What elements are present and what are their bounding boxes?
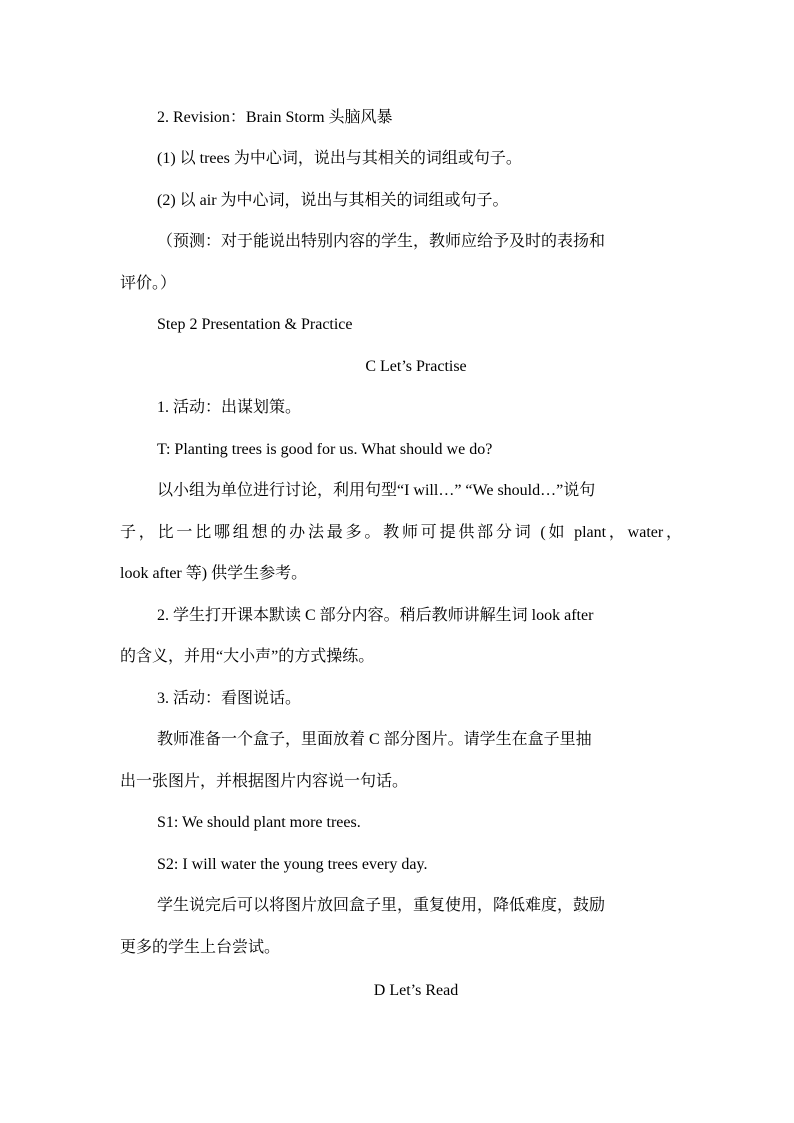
revision-item-2: (2) 以 air 为中心词，说出与其相关的词组或句子。 — [157, 192, 509, 209]
activity-3-followup-line-1: 学生说完后可以将图片放回盒子里，重复使用，降低难度，鼓励 — [157, 897, 606, 914]
activity-3-followup-line-2: 更多的学生上台尝试。 — [120, 939, 281, 956]
section-d-title: D Let’s Read — [373, 982, 459, 999]
revision-heading: 2. Revision：Brain Storm 头脑风暴 — [157, 109, 393, 126]
activity-3-heading: 3. 活动：看图说话。 — [157, 690, 302, 707]
activity-3-text-line-2: 出一张图片，并根据图片内容说一句话。 — [120, 773, 409, 790]
prediction-note-line-2: 评价。） — [120, 275, 177, 292]
activity-2-text-line-2: 的含义，并用“大小声”的方式操练。 — [120, 648, 375, 665]
student-1-line: S1: We should plant more trees. — [157, 814, 361, 831]
revision-item-1: (1) 以 trees 为中心词，说出与其相关的词组或句子。 — [157, 150, 522, 167]
activity-1-text-line-2: 子，比一比哪组想的办法最多。教师可提供部分词 (如 plant，water， — [120, 524, 682, 541]
activity-2-text-line-1: 2. 学生打开课本默读 C 部分内容。稍后教师讲解生词 look after — [157, 607, 594, 624]
teacher-line: T: Planting trees is good for us. What should we do? — [157, 441, 493, 458]
prediction-note-line-1: （预测：对于能说出特别内容的学生，教师应给予及时的表扬和 — [157, 233, 606, 250]
activity-1-text-line-1: 以小组为单位进行讨论，利用句型“I will…” “We should…”说句 — [157, 482, 596, 499]
activity-3-text-line-1: 教师准备一个盒子，里面放着 C 部分图片。请学生在盒子里抽 — [157, 731, 592, 748]
activity-1-text-line-3: look after 等) 供学生参考。 — [120, 565, 308, 582]
student-2-line: S2: I will water the young trees every day. — [157, 856, 428, 873]
section-c-title: C Let’s Practise — [365, 358, 467, 375]
activity-1-heading: 1. 活动：出谋划策。 — [157, 399, 302, 416]
step-2-heading: Step 2 Presentation & Practice — [157, 316, 353, 333]
